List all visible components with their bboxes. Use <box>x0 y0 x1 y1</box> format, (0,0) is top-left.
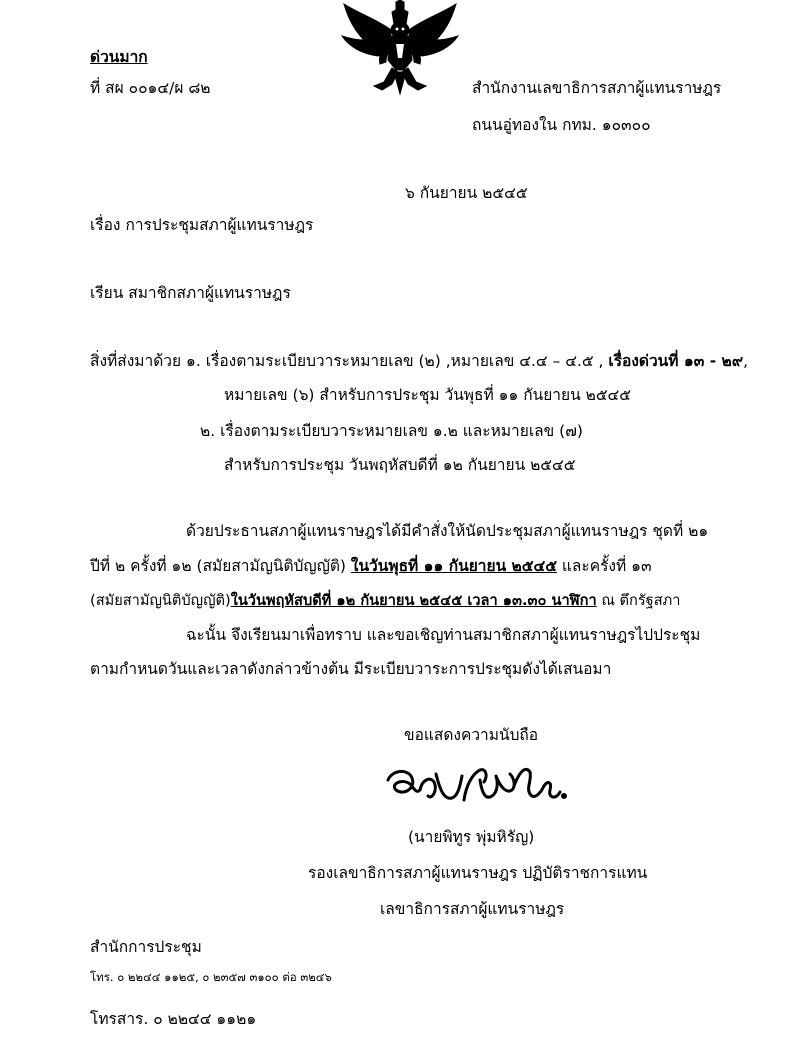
body-line-2-part-a: ปีที่ ๒ ครั้งที่ ๑๒ (สมัยสามัญนิติบัญญัติ) <box>90 557 346 575</box>
enclosure-item-2-line-1 <box>200 422 583 441</box>
enclosure-item-2-text: เรื่องตามระเบียบวาระหมายเลข ๑.๒ และหมายเลข (๗) <box>220 422 583 440</box>
letter-date: ๖ กันยายน ๒๕๔๕ <box>405 184 528 202</box>
fax-number: โทรสาร. ๐ ๒๒๔๔ ๑๑๒๑ <box>90 1010 257 1028</box>
recipient-label: เรียน <box>90 284 124 302</box>
phone-number: โทร. ๐ ๒๒๔๔ ๑๑๒๕, ๐ ๒๓๕๗ ๓๑๐๐ ต่อ ๓๒๔๖ <box>90 970 332 984</box>
enclosure-item-2-line-2: สำหรับการประชุม วันพฤหัสบดีที่ ๑๒ กันยายน ๒๕๔๕ <box>224 456 576 474</box>
body-line-3 <box>90 592 680 610</box>
body-line-2-part-c: และครั้งที่ ๑๓ <box>561 557 652 575</box>
subject-line <box>90 216 313 235</box>
subject-label: เรื่อง <box>90 216 121 234</box>
subject-text: การประชุมสภาผู้แทนราษฎร <box>125 216 314 234</box>
office-name: สำนักงานเลขาธิการสภาผู้แทนราษฎร <box>472 79 722 97</box>
body-line-4: ฉะนั้น จึงเรียนมาเพื่อทราบ และขอเชิญท่านสมาชิกสภาผู้แทนราษฎรไปประชุม <box>186 626 701 644</box>
enclosure-item-1-line-2: หมายเลข (๖) สำหรับการประชุม วันพุธที่ ๑๑ กันยายน ๒๕๔๕ <box>224 386 632 404</box>
enclosure-item-1-number: ๑. <box>186 352 201 370</box>
recipient-line <box>90 284 291 303</box>
signer-position-2: เลขาธิการสภาผู้แทนราษฎร <box>380 900 565 918</box>
closing-salutation: ขอแสดงความนับถือ <box>404 726 539 744</box>
signature-icon <box>380 760 570 818</box>
enclosure-item-1-text: เรื่องตามระเบียบวาระหมายเลข (๒) ,หมายเลข ๔.๔ – ๔.๕ , <box>205 352 604 370</box>
body-line-3-part-c: ณ ตึกรัฐสภา <box>601 592 681 609</box>
garuda-emblem-icon <box>338 0 462 96</box>
department-name: สำนักการประชุม <box>90 938 202 956</box>
enclosures-label: สิ่งที่ส่งมาด้วย <box>90 352 182 370</box>
body-line-1: ด้วยประธานสภาผู้แทนราษฎรได้มีคำสั่งให้นัดประชุมสภาผู้แทนราษฎร ชุดที่ ๒๑ <box>186 522 709 540</box>
urgency-label: ด่วนมาก <box>90 48 148 66</box>
body-line-2 <box>90 557 652 576</box>
enclosure-item-1-urgent: เรื่องด่วนที่ ๑๓ - ๒๙ <box>608 352 744 370</box>
signer-name: (นายพิทูร พุ่มหิรัญ) <box>408 828 535 846</box>
document-number: ที่ สผ ๐๐๑๔/ผ ๘๒ <box>90 79 211 97</box>
body-line-5: ตามกำหนดวันและเวลาดังกล่าวข้างต้น มีระเบียบวาระการประชุมดังได้เสนอมา <box>90 660 612 678</box>
enclosure-item-2-number: ๒. <box>200 422 216 440</box>
signer-position-1: รองเลขาธิการสภาผู้แทนราษฎร ปฏิบัติราชการแทน <box>308 864 648 882</box>
enclosure-item-1-tail: , <box>743 352 749 370</box>
office-address: ถนนอู่ทองใน กทม. ๑๐๓๐๐ <box>472 116 651 134</box>
recipient-text: สมาชิกสภาผู้แทนราษฎร <box>128 284 291 302</box>
body-line-3-part-a: (สมัยสามัญนิติบัญญัติ) <box>90 592 231 609</box>
enclosure-item-1-line-1 <box>186 352 748 371</box>
meeting-date-1: ในวันพุธที่ ๑๑ กันยายน ๒๕๔๕ <box>350 557 557 575</box>
meeting-date-2: ในวันพฤหัสบดีที่ ๑๒ กันยายน ๒๕๔๕ เวลา ๑๓.๓๐ นาฬิกา <box>230 592 597 609</box>
